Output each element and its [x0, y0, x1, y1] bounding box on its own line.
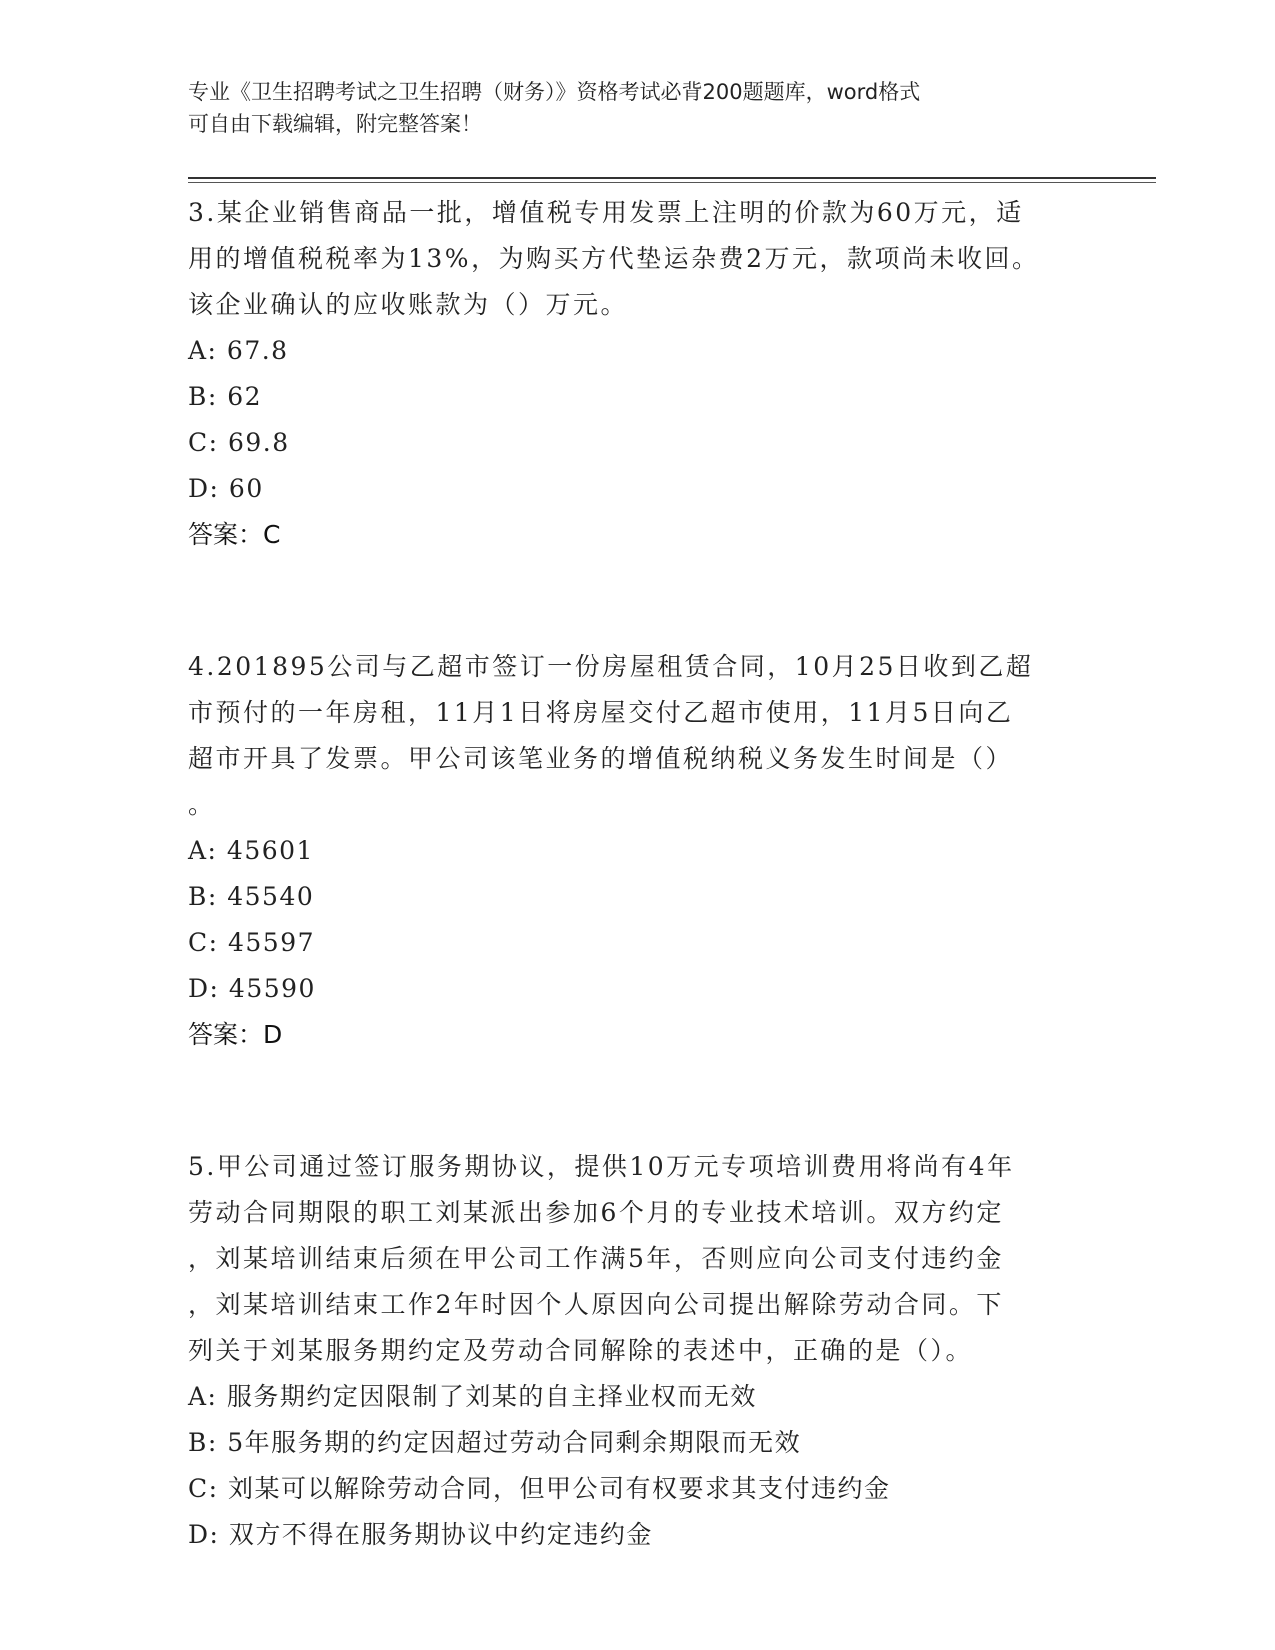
- header-line-1: 专业《卫生招聘考试之卫生招聘（财务）》资格考试必背200题题库，word格式: [188, 80, 921, 104]
- header-divider-thick: [188, 177, 1156, 179]
- question-text-line: 。: [188, 790, 216, 819]
- option-b: B: 62: [188, 382, 263, 411]
- option-a: A: 服务期约定因限制了刘某的自主择业权而无效: [188, 1382, 757, 1411]
- question-spacer: [188, 558, 1088, 644]
- question-4: [188, 644, 1088, 1058]
- question-text-line: 劳动合同期限的职工刘某派出参加6个月的专业技术培训。双方约定: [188, 1198, 1004, 1227]
- question-text-line: 该企业确认的应收账款为（）万元。: [188, 290, 629, 319]
- question-text-line: ，刘某培训结束工作2年时因个人原因向公司提出解除劳动合同。下: [188, 1290, 1004, 1319]
- question-text-line: 用的增值税税率为13%，为购买方代垫运杂费2万元，款项尚未收回。: [188, 244, 1040, 273]
- question-text-line: ，刘某培训结束后须在甲公司工作满5年，否则应向公司支付违约金: [188, 1244, 1004, 1273]
- option-c: C: 45597: [188, 928, 316, 957]
- option-a: A: 67.8: [188, 336, 289, 365]
- option-d: D: 双方不得在服务期协议中约定违约金: [188, 1520, 653, 1549]
- header-divider-thin: [188, 182, 1156, 183]
- question-3: [188, 190, 1088, 558]
- answer-label: 答案：C: [188, 520, 281, 549]
- header-line-2: 可自由下载编辑，附完整答案！: [188, 112, 482, 136]
- question-5: [188, 1144, 1088, 1558]
- option-d: D: 60: [188, 474, 264, 503]
- answer-label: 答案：D: [188, 1020, 283, 1049]
- option-b: B: 5年服务期的约定因超过劳动合同剩余期限而无效: [188, 1428, 802, 1457]
- question-text-line: 超市开具了发票。甲公司该笔业务的增值税纳税义务发生时间是（）: [188, 744, 1014, 773]
- question-text-line: 5.甲公司通过签订服务期协议，提供10万元专项培训费用将尚有4年: [188, 1152, 1015, 1181]
- question-spacer: [188, 1058, 1088, 1144]
- option-c: C: 刘某可以解除劳动合同，但甲公司有权要求其支付违约金: [188, 1474, 891, 1503]
- option-a: A: 45601: [188, 836, 314, 865]
- option-b: B: 45540: [188, 882, 315, 911]
- question-list: [188, 190, 1088, 1558]
- question-text-line: 列关于刘某服务期约定及劳动合同解除的表述中，正确的是（）。: [188, 1336, 974, 1365]
- option-c: C: 69.8: [188, 428, 290, 457]
- option-d: D: 45590: [188, 974, 316, 1003]
- document-header: [188, 76, 1068, 140]
- question-text-line: 3.某企业销售商品一批，增值税专用发票上注明的价款为60万元，适: [188, 198, 1024, 227]
- question-text-line: 市预付的一年房租，11月1日将房屋交付乙超市使用，11月5日向乙: [188, 698, 1014, 727]
- question-text-line: 4.201895公司与乙超市签订一份房屋租赁合同，10月25日收到乙超: [188, 652, 1034, 681]
